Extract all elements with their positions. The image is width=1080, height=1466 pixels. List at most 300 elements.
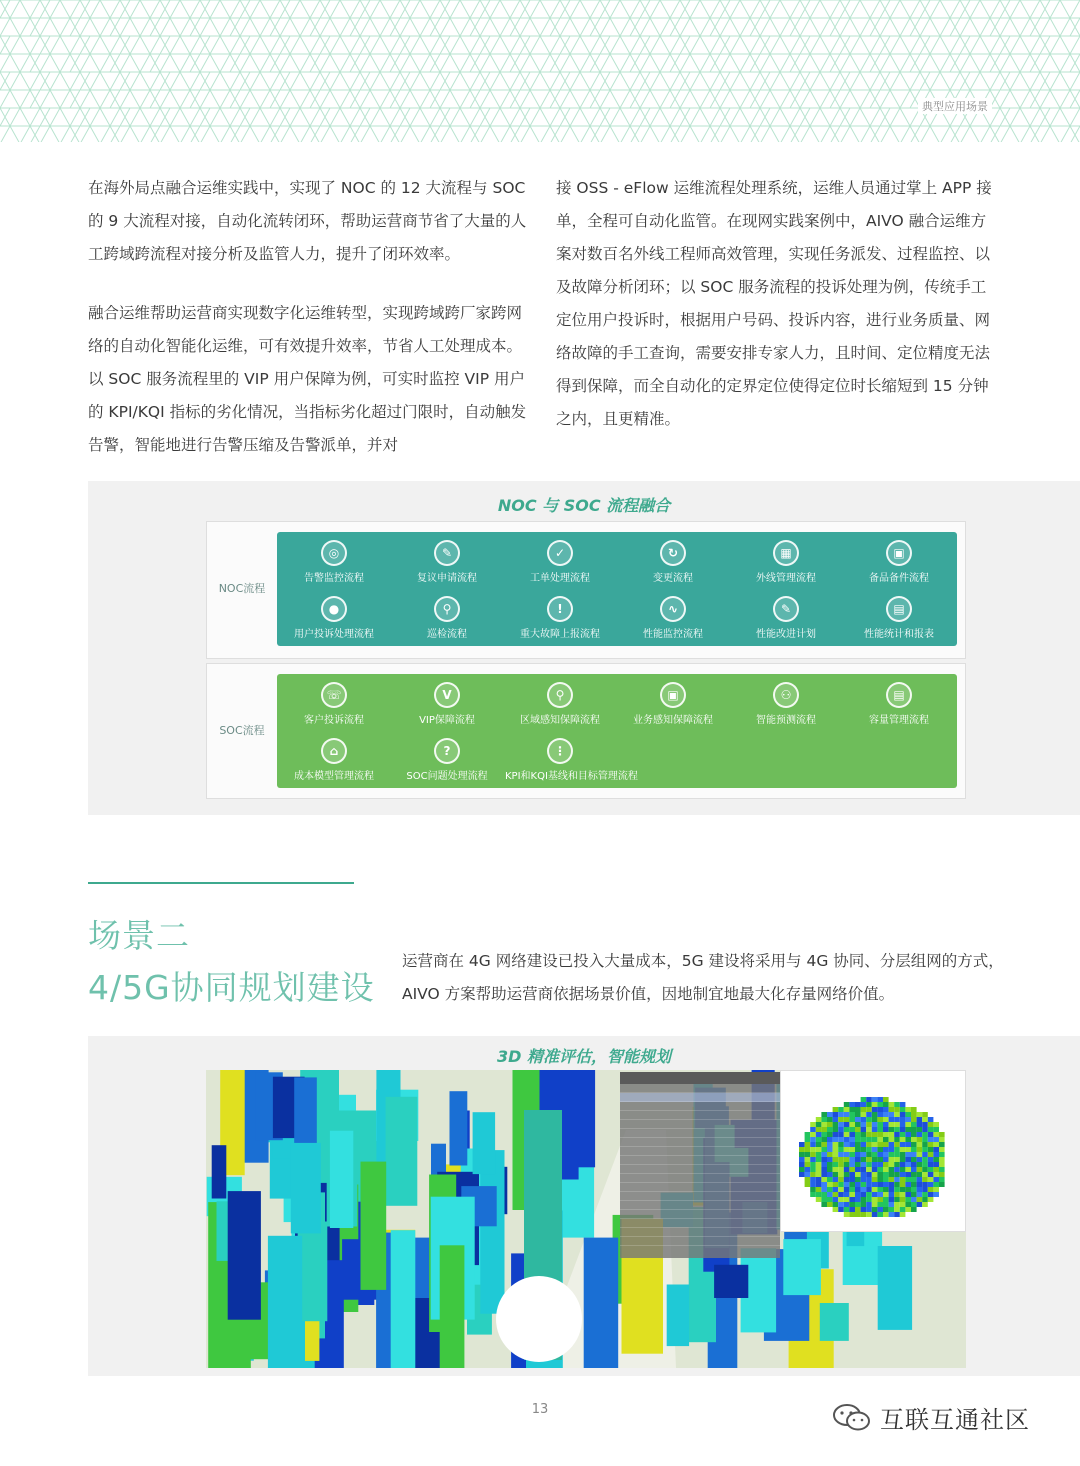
heat-cell (917, 1177, 923, 1182)
noc-process-item-label: 重大故障上报流程 (520, 629, 600, 640)
heat-cell (905, 1167, 911, 1172)
complaint-icon: ☏ (321, 682, 347, 708)
heat-cell (799, 1142, 805, 1147)
soc-process-item-label: 容量管理流程 (869, 715, 929, 726)
heat-cell (849, 1117, 855, 1122)
scene-divider (88, 882, 354, 884)
building (330, 1131, 353, 1228)
heat-cell (883, 1147, 889, 1152)
noc-box (206, 521, 966, 659)
noc-process-item (844, 540, 954, 584)
heat-cell (877, 1142, 883, 1147)
building (820, 1303, 849, 1341)
heat-cell (877, 1147, 883, 1152)
heat-cell (894, 1107, 900, 1112)
blank-circle-overlay (496, 1276, 582, 1362)
soc-process-grid (277, 674, 957, 788)
heat-cell (816, 1147, 822, 1152)
heat-cell (872, 1212, 878, 1217)
heat-cell (821, 1112, 827, 1117)
heat-cell (911, 1162, 917, 1167)
heat-cell (838, 1192, 844, 1197)
noc-process-item-label: 备品备件流程 (869, 573, 929, 584)
heat-cell (866, 1192, 872, 1197)
heat-cell (844, 1182, 850, 1187)
heat-cell (805, 1152, 811, 1157)
heat-cell (866, 1142, 872, 1147)
heat-cell (905, 1162, 911, 1167)
heat-cell (827, 1137, 833, 1142)
user-icon: ● (321, 596, 347, 622)
heat-cell (889, 1117, 895, 1122)
heat-cell (894, 1167, 900, 1172)
soc-process-item-label: 区域感知保障流程 (520, 715, 600, 726)
heat-cell (866, 1112, 872, 1117)
heat-cell (833, 1122, 839, 1127)
heat-cell (816, 1142, 822, 1147)
heat-cell (900, 1172, 906, 1177)
heat-cell (894, 1172, 900, 1177)
heat-cell (872, 1157, 878, 1162)
heat-cell (844, 1212, 850, 1217)
heat-cell (821, 1147, 827, 1152)
warning-icon: ! (547, 596, 573, 622)
building (714, 1265, 748, 1298)
heat-cell (872, 1132, 878, 1137)
heat-cell (844, 1112, 850, 1117)
heat-cell (849, 1142, 855, 1147)
heat-cell (855, 1127, 861, 1132)
heat-cell (917, 1202, 923, 1207)
heat-cell (821, 1187, 827, 1192)
heat-cell (833, 1187, 839, 1192)
heat-cell (905, 1117, 911, 1122)
heat-cell (889, 1202, 895, 1207)
heat-cell (917, 1192, 923, 1197)
heat-cell (889, 1147, 895, 1152)
heat-cell (933, 1182, 939, 1187)
heat-cell (894, 1102, 900, 1107)
heat-cell (928, 1127, 934, 1132)
soc-process-item (618, 682, 728, 726)
heat-cell (844, 1202, 850, 1207)
heat-cell (939, 1172, 945, 1177)
heat-cell (866, 1137, 872, 1142)
heat-cell (877, 1192, 883, 1197)
building (302, 1222, 327, 1322)
heat-cell (855, 1167, 861, 1172)
heat-cell (821, 1197, 827, 1202)
heat-cell (844, 1167, 850, 1172)
heat-cell (855, 1192, 861, 1197)
heat-cell (821, 1122, 827, 1127)
heat-cell (821, 1162, 827, 1167)
building (480, 1150, 504, 1314)
heat-cell (872, 1182, 878, 1187)
heat-cell (889, 1132, 895, 1137)
heat-cell (933, 1137, 939, 1142)
heat-cell (816, 1137, 822, 1142)
heat-cell (877, 1187, 883, 1192)
data-table-overlay (620, 1072, 780, 1258)
intro-paragraph-1: 在海外局点融合运维实践中，实现了 NOC 的 12 大流程与 SOC 的 9 大流程对接，自动化流转闭环，帮助运营商节省了大量的人工跨域跨流程对接分析及监管人力，提升了闭环效率。 (88, 179, 527, 263)
heat-cell (911, 1172, 917, 1177)
heat-cell (833, 1162, 839, 1167)
clipboard-icon: ✓ (547, 540, 573, 566)
heat-cell (799, 1152, 805, 1157)
heat-cell (872, 1207, 878, 1212)
cost-icon: ⌂ (321, 738, 347, 764)
soc-process-item-label: VIP保障流程 (419, 715, 475, 726)
heat-cell (816, 1162, 822, 1167)
heat-cell (872, 1097, 878, 1102)
heat-cell (900, 1192, 906, 1197)
heat-cell (838, 1162, 844, 1167)
heat-cell (799, 1162, 805, 1167)
noc-process-item-label: 告警监控流程 (304, 573, 364, 584)
heat-cell (861, 1097, 867, 1102)
heat-cell (849, 1102, 855, 1107)
soc-process-item (844, 682, 954, 726)
heat-cell (861, 1122, 867, 1127)
heat-cell (877, 1097, 883, 1102)
heat-cell (928, 1187, 934, 1192)
heat-cell (894, 1192, 900, 1197)
heat-cell (877, 1197, 883, 1202)
heat-cell (894, 1207, 900, 1212)
heat-cell (922, 1147, 928, 1152)
heat-cell (922, 1112, 928, 1117)
heat-cell (894, 1132, 900, 1137)
heat-cell (883, 1182, 889, 1187)
table-row (620, 1129, 780, 1138)
heat-cell (861, 1132, 867, 1137)
heat-cell (844, 1132, 850, 1137)
heat-cell (917, 1167, 923, 1172)
heat-cell (838, 1197, 844, 1202)
heat-cell (838, 1172, 844, 1177)
heat-cell (866, 1162, 872, 1167)
heat-cell (905, 1137, 911, 1142)
heat-cell (816, 1157, 822, 1162)
heat-cell (833, 1157, 839, 1162)
heat-cell (872, 1197, 878, 1202)
heat-cell (922, 1127, 928, 1132)
heat-cell (855, 1162, 861, 1167)
heat-cell (855, 1152, 861, 1157)
table-row (620, 1138, 780, 1147)
heat-cell (844, 1152, 850, 1157)
heat-cell (855, 1107, 861, 1112)
heat-cell (849, 1127, 855, 1132)
heat-cell (889, 1177, 895, 1182)
heat-cell (810, 1132, 816, 1137)
heat-cell (844, 1192, 850, 1197)
heat-cell (855, 1147, 861, 1152)
heat-cell (838, 1157, 844, 1162)
heat-cell (821, 1152, 827, 1157)
noc-process-item (505, 540, 615, 584)
heat-cell (872, 1112, 878, 1117)
heat-cell (799, 1147, 805, 1152)
table-row (620, 1201, 780, 1210)
heat-cell (827, 1152, 833, 1157)
heat-cell (833, 1147, 839, 1152)
heat-cell (838, 1177, 844, 1182)
heat-cell (866, 1157, 872, 1162)
question-icon: ? (434, 738, 460, 764)
heat-cell (861, 1172, 867, 1177)
heat-cell (838, 1127, 844, 1132)
heat-cell (861, 1127, 867, 1132)
location-icon: ⚲ (434, 596, 460, 622)
heat-cell (810, 1177, 816, 1182)
baseline-icon: ⋮ (547, 738, 573, 764)
heat-cell (917, 1122, 923, 1127)
heat-cell (928, 1122, 934, 1127)
noc-process-item-label: 巡检流程 (427, 629, 467, 640)
heat-cell (928, 1167, 934, 1172)
table-row (620, 1120, 780, 1129)
heat-cell (821, 1132, 827, 1137)
noc-process-item (392, 540, 502, 584)
heat-cell (905, 1177, 911, 1182)
heat-cell (833, 1112, 839, 1117)
heat-cell (838, 1122, 844, 1127)
soc-box (206, 663, 966, 799)
heat-cell (917, 1162, 923, 1167)
noc-process-grid (277, 532, 957, 646)
noc-process-item-label: 性能监控流程 (643, 629, 703, 640)
heat-cell (889, 1142, 895, 1147)
heat-cell (877, 1112, 883, 1117)
monitor-icon: ∿ (660, 596, 686, 622)
heat-cell (861, 1162, 867, 1167)
heat-cell (872, 1152, 878, 1157)
edit-icon: ✎ (434, 540, 460, 566)
page-number: 13 (531, 1402, 549, 1417)
heat-cell (816, 1117, 822, 1122)
heat-cell (894, 1147, 900, 1152)
heat-cell (861, 1147, 867, 1152)
noc-process-item (731, 540, 841, 584)
heat-cell (911, 1112, 917, 1117)
heat-cell (883, 1162, 889, 1167)
heat-cell (816, 1192, 822, 1197)
heat-cell (889, 1187, 895, 1192)
heat-cell (883, 1117, 889, 1122)
heat-cell (838, 1117, 844, 1122)
intro-paragraph-3: 接 OSS - eFlow 运维流程处理系统，运维人员通过掌上 APP 接单，全程可自动化监管。在现网实践案例中，AIVO 融合运维方案对数百名外线工程师高效管理，实现任务派发、过程监控、以及故障分析闭环；以 SOC 服务流程的投诉处理为例，传统手工定位用户投诉时，根据用户号码、投诉内容，进行业务质量、网络故障的手工查询，需要安排专家人力，且时间、定位精度无法得到保障，而全自动化的定界定位使得定位时长缩短到 15 分钟之内，且更精准。 (556, 179, 992, 428)
section-tag: 典型应用场景 (918, 98, 992, 114)
heat-cell (900, 1167, 906, 1172)
heat-cell (861, 1152, 867, 1157)
heat-cell (849, 1202, 855, 1207)
table-row (620, 1147, 780, 1156)
heat-cell (917, 1127, 923, 1132)
heat-cell (833, 1152, 839, 1157)
predict-icon: ⚇ (773, 682, 799, 708)
wechat-icon (832, 1403, 872, 1433)
heat-cell (872, 1147, 878, 1152)
heat-cell (883, 1107, 889, 1112)
heat-cell (883, 1197, 889, 1202)
heat-cell (900, 1182, 906, 1187)
noc-process-item-label: 用户投诉处理流程 (294, 629, 374, 640)
soc-process-item (279, 682, 389, 726)
heat-cell (855, 1157, 861, 1162)
heat-cell (894, 1137, 900, 1142)
heat-cell (844, 1147, 850, 1152)
noc-process-item-label: 工单处理流程 (530, 573, 590, 584)
heat-cell (889, 1207, 895, 1212)
soc-process-item (505, 682, 615, 726)
noc-process-item (279, 596, 389, 640)
capacity-icon: ▤ (886, 682, 912, 708)
heat-cell (827, 1197, 833, 1202)
table-row (620, 1084, 780, 1093)
heat-cell (816, 1172, 822, 1177)
heat-cell (928, 1172, 934, 1177)
heat-cell (861, 1102, 867, 1107)
heat-cell (816, 1167, 822, 1172)
heat-cell (889, 1137, 895, 1142)
noc-process-item-label: 性能改进计划 (756, 629, 816, 640)
heat-cell (849, 1132, 855, 1137)
heat-cell (900, 1137, 906, 1142)
heat-cell (844, 1102, 850, 1107)
heat-cell (933, 1187, 939, 1192)
heat-cell (883, 1122, 889, 1127)
heat-cell (905, 1132, 911, 1137)
heat-cell (894, 1182, 900, 1187)
heat-cell (911, 1142, 917, 1147)
heat-cell (816, 1177, 822, 1182)
heat-cell (866, 1197, 872, 1202)
heat-cell (911, 1147, 917, 1152)
noc-process-item-label: 外线管理流程 (756, 573, 816, 584)
heat-cell (799, 1157, 805, 1162)
heat-cell (849, 1207, 855, 1212)
city-3d-map (206, 1070, 966, 1368)
heat-cell (866, 1167, 872, 1172)
heat-cell (844, 1137, 850, 1142)
heat-cell (833, 1197, 839, 1202)
heat-cell (861, 1167, 867, 1172)
soc-process-item-label: KPI和KQI基线和目标管理流程 (505, 771, 638, 782)
heat-cell (877, 1182, 883, 1187)
heat-cell (844, 1117, 850, 1122)
heat-cell (900, 1162, 906, 1167)
heat-cell (939, 1142, 945, 1147)
heat-cell (855, 1132, 861, 1137)
heat-cell (810, 1127, 816, 1132)
building (361, 1162, 387, 1290)
table-row (620, 1102, 780, 1111)
heat-cell (883, 1137, 889, 1142)
heat-cell (877, 1167, 883, 1172)
noc-process-item-label: 复议申请流程 (417, 573, 477, 584)
soc-process-item-label: 业务感知保障流程 (633, 715, 713, 726)
heat-cell (917, 1132, 923, 1137)
heat-cell (849, 1167, 855, 1172)
heat-cell (889, 1102, 895, 1107)
heat-cell (872, 1192, 878, 1197)
heat-cell (917, 1142, 923, 1147)
heat-cell (866, 1152, 872, 1157)
heat-cell (827, 1147, 833, 1152)
heat-cell (939, 1137, 945, 1142)
heat-cell (911, 1177, 917, 1182)
heat-cell (810, 1147, 816, 1152)
heat-cell (872, 1107, 878, 1112)
heat-cell (939, 1132, 945, 1137)
heat-cell (928, 1137, 934, 1142)
noc-process-item-label: 性能统计和报表 (864, 629, 934, 640)
heat-cell (939, 1177, 945, 1182)
heat-cell (849, 1122, 855, 1127)
heat-cell (922, 1162, 928, 1167)
heat-cell (838, 1142, 844, 1147)
heat-cell (883, 1132, 889, 1137)
heat-cell (905, 1182, 911, 1187)
heat-cell (827, 1157, 833, 1162)
heat-cell (805, 1182, 811, 1187)
heat-cell (889, 1192, 895, 1197)
heat-cell (883, 1177, 889, 1182)
soc-process-item (731, 682, 841, 726)
heat-cell (805, 1132, 811, 1137)
heat-cell (905, 1122, 911, 1127)
heat-cell (928, 1192, 934, 1197)
fusion-panel-title: NOC 与 SOC 流程融合 (497, 496, 671, 515)
soc-process-item-label: 智能预测流程 (756, 715, 816, 726)
heat-cell (889, 1182, 895, 1187)
scene-title-line1: 场景二 (88, 916, 190, 955)
heat-cell (894, 1177, 900, 1182)
heat-cell (911, 1157, 917, 1162)
grid-icon: ▦ (773, 540, 799, 566)
heat-cell (816, 1197, 822, 1202)
heat-cell (877, 1207, 883, 1212)
heat-cell (877, 1102, 883, 1107)
heat-cell (849, 1197, 855, 1202)
heat-cell (883, 1172, 889, 1177)
heat-cell (810, 1187, 816, 1192)
heat-cell (861, 1142, 867, 1147)
building (228, 1191, 261, 1320)
heat-cell (810, 1182, 816, 1187)
heat-cell (883, 1102, 889, 1107)
heat-cell (866, 1172, 872, 1177)
heat-cell (833, 1117, 839, 1122)
building (878, 1246, 912, 1330)
table-header (620, 1072, 780, 1084)
soc-process-item-label: 客户投诉流程 (304, 715, 364, 726)
table-row (620, 1165, 780, 1174)
noc-process-item (279, 540, 389, 584)
heat-cell (928, 1117, 934, 1122)
heat-cell (917, 1182, 923, 1187)
heat-cell (894, 1212, 900, 1217)
heat-cell (861, 1182, 867, 1187)
heat-cell (827, 1202, 833, 1207)
watermark-text: 互联互通社区 (880, 1406, 1030, 1434)
heat-cell (838, 1207, 844, 1212)
heat-cell (933, 1172, 939, 1177)
heat-cell (849, 1107, 855, 1112)
heat-cell (810, 1122, 816, 1127)
